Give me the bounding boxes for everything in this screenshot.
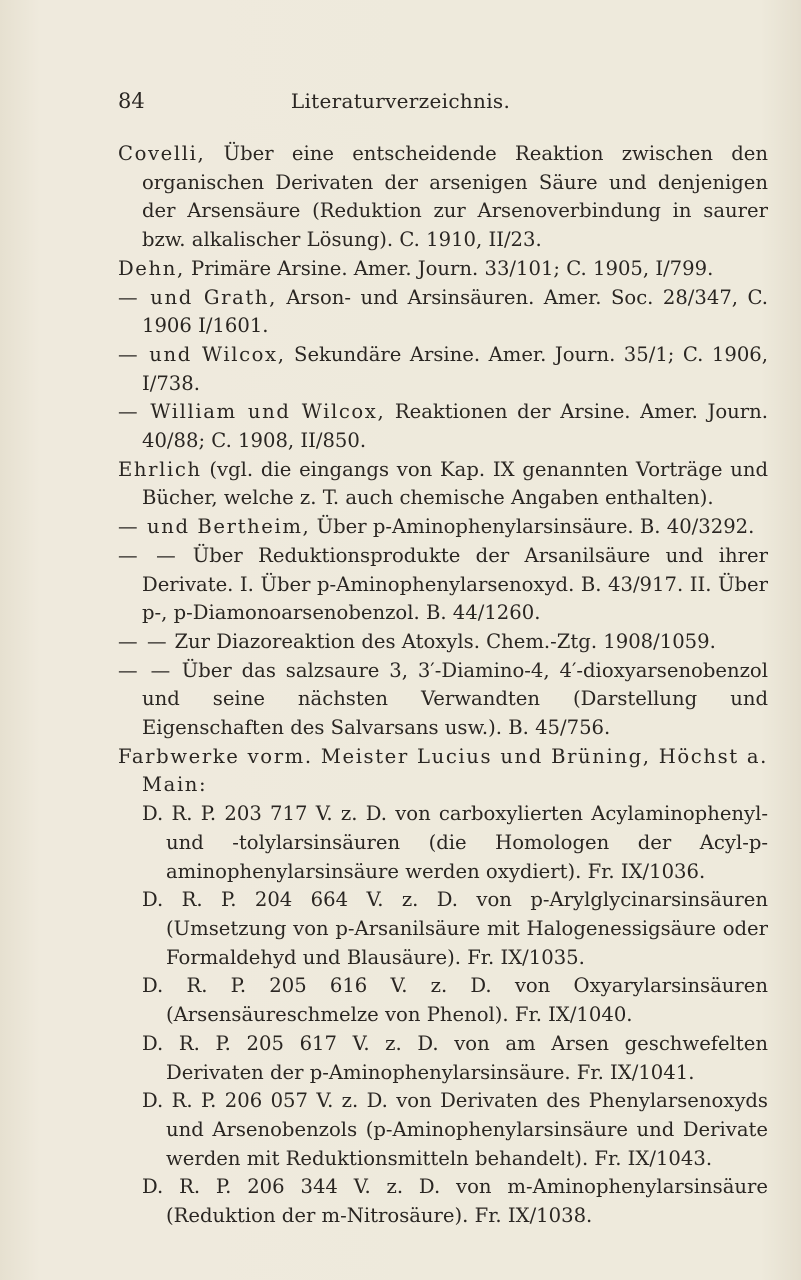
patent-entry xyxy=(118,800,768,886)
entry-text: D. R. P. 205 616 V. z. D. von Oxyarylarsinsäuren (Arsensäureschmelze von Phenol). Fr. IX/1040. xyxy=(142,974,768,1027)
entry-text: D. R. P. 204 664 V. z. D. von p-Arylglycinarsinsäuren (Umsetzung von p-Arsanilsäure mit Halogenessigsäure oder Formaldehyd und Blausäure). Fr. IX/1035. xyxy=(142,888,768,969)
patent-entry xyxy=(118,886,768,972)
entry-author: — — xyxy=(118,629,169,653)
patent-entry xyxy=(118,1173,768,1230)
page-number: 84 xyxy=(118,89,145,113)
entry-text: Sekundäre Arsine. Amer. Journ. 35/1; C. 1906, I/738. xyxy=(142,342,768,395)
bibliography-entry xyxy=(118,398,768,455)
entry-author: — und Bertheim, xyxy=(118,515,311,539)
patent-entry xyxy=(118,1087,768,1173)
entry-text: D. R. P. 205 617 V. z. D. von am Arsen geschwefelten Derivaten der p-Aminophenylarsinsäure. Fr. IX/1041. xyxy=(142,1031,768,1084)
entry-text: Arson- und Arsinsäuren. Amer. Soc. 28/347, C. 1906 I/1601. xyxy=(142,285,769,338)
entry-text: (vgl. die eingangs von Kap. IX genannten Vorträge und Bücher, welche z. T. auch chemische Angaben enthalten). xyxy=(142,457,768,510)
entry-text: Über p-Aminophenylarsinsäure. B. 40/3292. xyxy=(310,515,755,539)
entry-author: Dehn, xyxy=(118,256,185,280)
entry-author: Covelli, xyxy=(118,142,206,165)
bibliography-entry xyxy=(118,628,768,657)
entry-author: — — xyxy=(118,658,172,682)
bibliography-entry xyxy=(118,140,768,255)
entry-text: D. R. P. 203 717 V. z. D. von carboxylierten Acylaminophenyl- und -tolylarsinsäuren (die Homologen der Acyl-p-aminophenylarsinsäure werden oxydiert). Fr. IX/1036. xyxy=(142,802,768,883)
entry-text: Über eine entscheidende Reaktion zwischen den organischen Derivaten der arsenigen Säure und denjenigen der Arsensäure (Reduktion zur Arsenoverbindung in saurer bzw. alkalischer Lösung). C. 1910, II/23. xyxy=(142,142,768,252)
bibliography-entry xyxy=(118,657,768,743)
entry-text: Über Reduktionsprodukte der Arsanilsäure und ihrer Derivate. I. Über p-Aminophenylarsenoxyd. B. 43/917. II. Über p-, p-Diamonoarsenobenzol. B. 44/1260. xyxy=(142,543,768,625)
entry-text: Zur Diazoreaktion des Atoxyls. Chem.-Ztg. 1908/1059. xyxy=(168,629,716,653)
bibliography-entry xyxy=(118,542,768,628)
patent-entry xyxy=(118,1030,768,1087)
entry-text: Primäre Arsine. Amer. Journ. 33/101; C. 1905, I/799. xyxy=(184,256,714,280)
entry-author: — und Wilcox, xyxy=(118,342,286,366)
bibliography-entry xyxy=(118,743,768,800)
entry-author: Ehrlich xyxy=(118,457,202,481)
bibliography-list xyxy=(118,140,768,1231)
bibliography-entry xyxy=(118,284,768,341)
running-title: Literaturverzeichnis. xyxy=(290,89,511,113)
patent-entry xyxy=(118,972,768,1029)
entry-author: Farbwerke vorm. Meister Lucius und Brüning, Höchst a. Main: xyxy=(118,744,768,797)
bibliography-entry xyxy=(118,341,768,398)
entry-text: D. R. P. 206 344 V. z. D. von m-Aminophenylarsinsäure (Reduktion der m-Nitrosäure). Fr. IX/1038. xyxy=(142,1175,768,1228)
entry-author: — William und Wilcox, xyxy=(118,400,386,424)
entry-author: — und Grath, xyxy=(118,285,277,309)
entry-text: Reaktionen der Arsine. Amer. Journ. 40/88; C. 1908, II/850. xyxy=(142,400,768,453)
entry-author: — — xyxy=(118,543,178,567)
entry-text: Über das salzsaure 3, 3′-Diamino-4, 4′-dioxyarsenobenzol und seine nächsten Verwandten (Darstellung und Eigenschaften des Salvarsans usw.). B. 45/756. xyxy=(142,658,768,740)
bibliography-entry xyxy=(118,456,768,513)
bibliography-entry xyxy=(118,513,768,542)
bibliography-entry xyxy=(118,255,768,284)
entry-text: D. R. P. 206 057 V. z. D. von Derivaten des Phenylarsenoxyds und Arsenobenzols (p-Aminophenylarsinsäure und Derivate werden mit Reduktionsmitteln behandelt). Fr. IX/1043. xyxy=(142,1089,768,1170)
page-header xyxy=(0,86,801,120)
